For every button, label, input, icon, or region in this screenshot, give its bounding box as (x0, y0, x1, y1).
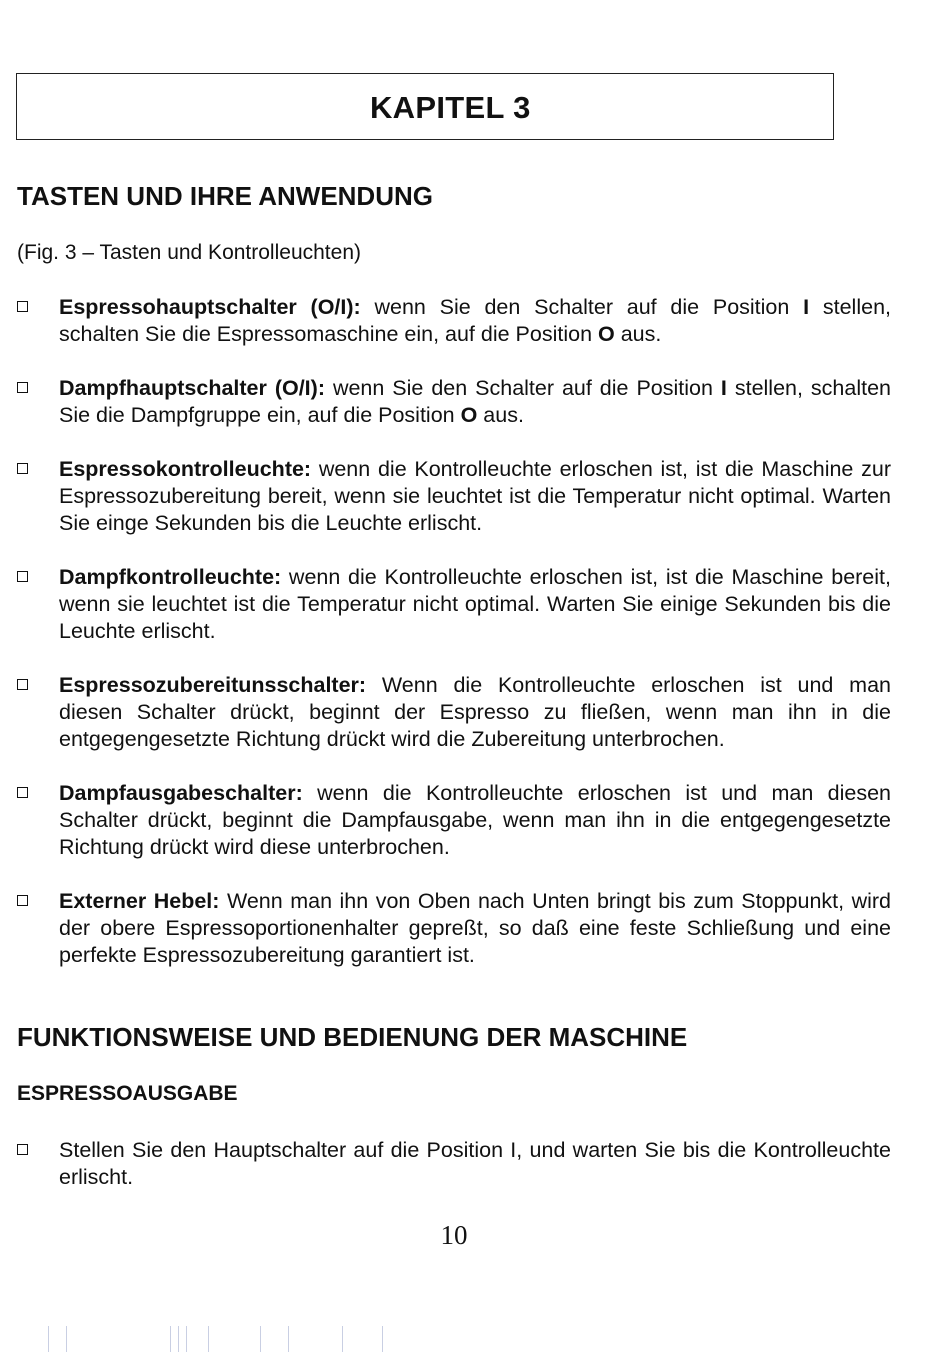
list-item-text: Dampfausgabeschalter: wenn die Kontrolleuchte erloschen ist und man diesen Schalter drückt, beginnt die Dampfausgabe, wenn man ihn in die entgegengesetzte Richtung drückt wird diese unterbrochen. (59, 781, 891, 859)
item-term: Externer Hebel: (59, 889, 220, 913)
section-heading-buttons: TASTEN UND IHRE ANWENDUNG (17, 181, 433, 211)
checkbox-bullet-icon (17, 301, 28, 312)
checkbox-bullet-icon (17, 679, 28, 690)
list-item-text: Espressohauptschalter (O/I): wenn Sie den Schalter auf die Position I stellen, schalten Sie die Espressomaschine ein, auf die Position O aus. (59, 295, 891, 346)
scan-artifact-marks (40, 1326, 440, 1352)
list-item-steam-output-switch (17, 780, 891, 861)
item-term: Espressokontrolleuchte: (59, 457, 312, 481)
list-item-espresso-indicator (17, 456, 891, 537)
list-item-external-lever (17, 888, 891, 969)
item-term: Dampfausgabeschalter: (59, 781, 303, 805)
item-term: Espressohauptschalter (O/I): (59, 295, 361, 319)
checkbox-bullet-icon (17, 1144, 28, 1155)
list-item-text: Espressokontrolleuchte: wenn die Kontrolleuchte erloschen ist, ist die Maschine zur Espressozubereitung bereit, wenn sie leuchtet ist die Temperatur nicht optimal. Warten Sie einge Sekunden bis die Leuchte erlischt. (59, 457, 891, 535)
checkbox-bullet-icon (17, 571, 28, 582)
list-item-main-switch-step (17, 1137, 891, 1191)
checkbox-bullet-icon (17, 787, 28, 798)
list-item-text: Externer Hebel: Wenn man ihn von Oben nach Unten bringt bis zum Stoppunkt, wird der obere Espressoportionenhalter gepreßt, so daß eine feste Schließung und eine perfekte Espressozubereitung garantiert ist. (59, 889, 892, 967)
list-item-text: Stellen Sie den Hauptschalter auf die Position I, und warten Sie bis die Kontrolleuchte erlischt. (59, 1138, 891, 1189)
list-item-espresso-brew-switch (17, 672, 891, 753)
list-item-steam-indicator (17, 564, 891, 645)
subsection-heading-espresso-output: ESPRESSOAUSGABE (17, 1082, 238, 1105)
list-item-text: Dampfhauptschalter (O/I): wenn Sie den Schalter auf die Position I stellen, schalten Sie die Dampfgruppe ein, auf die Position O aus. (59, 376, 891, 427)
list-item-text: Espressozubereitunsschalter: Wenn die Kontrolleuchte erloschen ist und man diesen Schalter drückt, beginnt der Espresso zu fließen, wenn man ihn in die entgegengesetzte Richtung drückt wird die Zubereitung unterbrochen. (59, 673, 891, 751)
figure-caption: (Fig. 3 – Tasten und Kontrolleuchten) (17, 241, 361, 264)
checkbox-bullet-icon (17, 382, 28, 393)
section-heading-operation: FUNKTIONSWEISE UND BEDIENUNG DER MASCHINE (17, 1022, 688, 1052)
page-number: 10 (440, 1220, 468, 1250)
item-term: Dampfhauptschalter (O/I): (59, 376, 325, 400)
list-item-steam-main-switch (17, 375, 891, 429)
checkbox-bullet-icon (17, 463, 28, 474)
item-term: Espressozubereitunsschalter: (59, 673, 367, 697)
item-term: Dampfkontrolleuchte: (59, 565, 282, 589)
list-item-text: Dampfkontrolleuchte: wenn die Kontrolleuchte erloschen ist, ist die Maschine bereit, wenn sie leuchtet ist die Temperatur nicht optimal. Warten Sie einige Sekunden bis die Leuchte erlischt. (59, 565, 891, 643)
chapter-title: KAPITEL 3 (370, 90, 531, 125)
list-item-espresso-main-switch (17, 294, 891, 348)
checkbox-bullet-icon (17, 895, 28, 906)
